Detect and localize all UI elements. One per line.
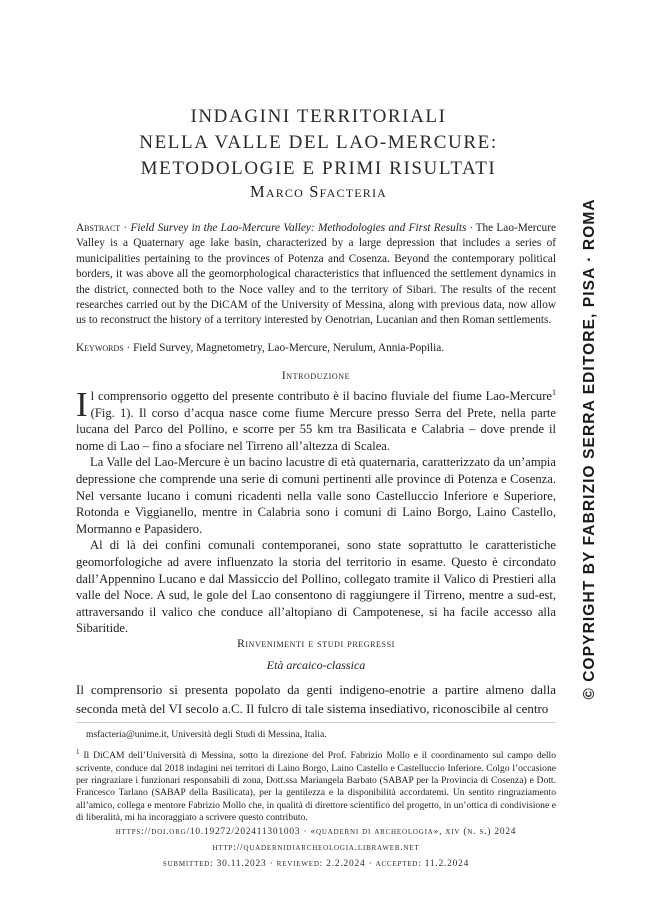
title-line-2: NELLA VALLE DEL LAO-MERCURE: (139, 132, 498, 153)
copyright-notice (578, 198, 602, 700)
footnote-ref-1[interactable]: 1 (552, 387, 556, 397)
copyright-text: © COPYRIGHT BY FABRIZIO SERRA EDITORE, PISA · ROMA (581, 198, 598, 700)
abstract-label: Abstract · (76, 222, 128, 234)
title-line-1: INDAGINI TERRITORIALI (190, 106, 447, 127)
footnote-number: 1 (76, 748, 80, 756)
doi-line[interactable]: https://doi.org/10.19272/202411301003 · «quaderni di archeologia», xiv (n. s.) 2024 (115, 827, 517, 837)
journal-url-line[interactable]: http://quadernidiarcheologia.libraweb.net (212, 843, 420, 853)
drop-cap: I (76, 385, 88, 424)
abstract (76, 221, 556, 329)
section-heading-rinvenimenti: Rinvenimenti e studi pregressi (237, 638, 395, 650)
keywords (76, 341, 556, 356)
intro-p1-start: l comprensorio oggetto del presente contributo è il bacino fluviale del fiume Lao-Mercure (90, 389, 552, 403)
footnote-1 (76, 746, 556, 825)
intro-paragraph-3: Al di là dei confini comunali contemporanei, sono state soprattutto le caratteristiche geomorfologiche ad avere influenzato la storia del territorio in esame. Questo è circondato dall’Appennino Lucano e dal Massiccio del Pollino, collegato tramite il Valico di Prestieri alla valle del Noce. A sud, le gole del Lao consentono di raggiungere il Tirreno, mentre a sud-est, attraversando il valico che conduce all’altopiano di Campotenese, si ha facile accesso alla Sibaritide. (76, 538, 556, 636)
footnote-divider (76, 722, 556, 723)
intro-p1-rest: (Fig. 1). Il corso d’acqua nasce come fiume Mercure presso Serra del Prete, nella parte lucana del Parco del Pollino, e scorre per 55 km tra Basilicata e Calabria – dove prende il nome di Lao – fino a sfociare nel Tirreno all’altezza di Scalea. (76, 405, 556, 453)
intro-paragraph-1 (76, 385, 556, 454)
article-title (76, 104, 561, 182)
subsection-heading-eta-arcaico-classica: Età arcaico-classica (266, 658, 366, 672)
introduction-body (76, 385, 556, 637)
author-name: Marco Sfacteria (249, 182, 388, 201)
title-line-3: METODOLOGIE E PRIMI RISULTATI (140, 158, 497, 179)
author-affiliation: msfacteria@unime.it, Università degli Studi di Messina, Italia. (86, 729, 327, 740)
intro-paragraph-2: La Valle del Lao-Mercure è un bacino lacustre di età quaternaria, caratterizzato da un’ampia depressione che comprende una serie di comuni pertinenti alle province di Potenza e Cosenza. Nel versante lucano i comuni ricadenti nella valle sono Castelluccio Inferiore e Superiore, Rotonda e Viggianello, mentre in Calabria sono i comuni di Laino Borgo, Laino Castello, Mormanno e Papasidero. (76, 455, 556, 536)
footnote-text: Il DiCAM dell’Università di Messina, sotto la direzione del Prof. Fabrizio Mollo e il coordinamento sul campo dello scrivente, conduce dal 2018 indagini nei territori di Laino Borgo, Laino Castello e Castelluccio Inferiore. Colgo l’occasione per ringraziare i funzionari responsabili di zona, Dott.ssa Mariangela Barbato (SABAP per la Provincia di Cosenza) e Dott. Francesco Tarlano (SABAP della Basilicata), per la gentilezza e la disponibilità accordatemi. Un sentito ringraziamento all’amico, collega e mentore Fabrizio Mollo che, in qualità di direttore scientifico del progetto, in un’ottica di condivisione e di liberalità, mi ha incoraggiato a scrivere questo contributo. (76, 750, 556, 824)
keywords-text: Field Survey, Magnetometry, Lao-Mercure, Nerulum, Annia-Popilia. (133, 342, 445, 354)
abstract-text: The Lao-Mercure Valley is a Quaternary age lake basin, characterized by a large depression that includes a series of municipalities pertaining to the provinces of Potenza and Cosenza. Beyond the contemporary political borders, it was above all the geomorphological characteristics that influenced the settlement dynamics in the district, connected both to the Noce valley and to the territory of Sibari. The results of the recent researches carried out by the DiCAM of the University of Messina, along with previous data, now allow us to reconstruct the history of a territory interested by Oenotrian, Lucanian and then Roman settlements. (76, 222, 556, 327)
keywords-label: Keywords · (76, 342, 131, 354)
abstract-english-title: Field Survey in the Lao-Mercure Valley: Methodologies and First Results · (130, 222, 473, 234)
section-heading-introduzione: Introduzione (281, 370, 351, 382)
finds-paragraph: Il comprensorio si presenta popolato da genti indigeno-enotrie a partire almeno dalla seconda metà del VI secolo a.C. Il fulcro di tale sistema insediativo, riconoscibile al centro (76, 682, 556, 716)
submission-dates-line: submitted: 30.11.2023 · reviewed: 2.2.2024 · accepted: 11.2.2024 (162, 859, 470, 869)
